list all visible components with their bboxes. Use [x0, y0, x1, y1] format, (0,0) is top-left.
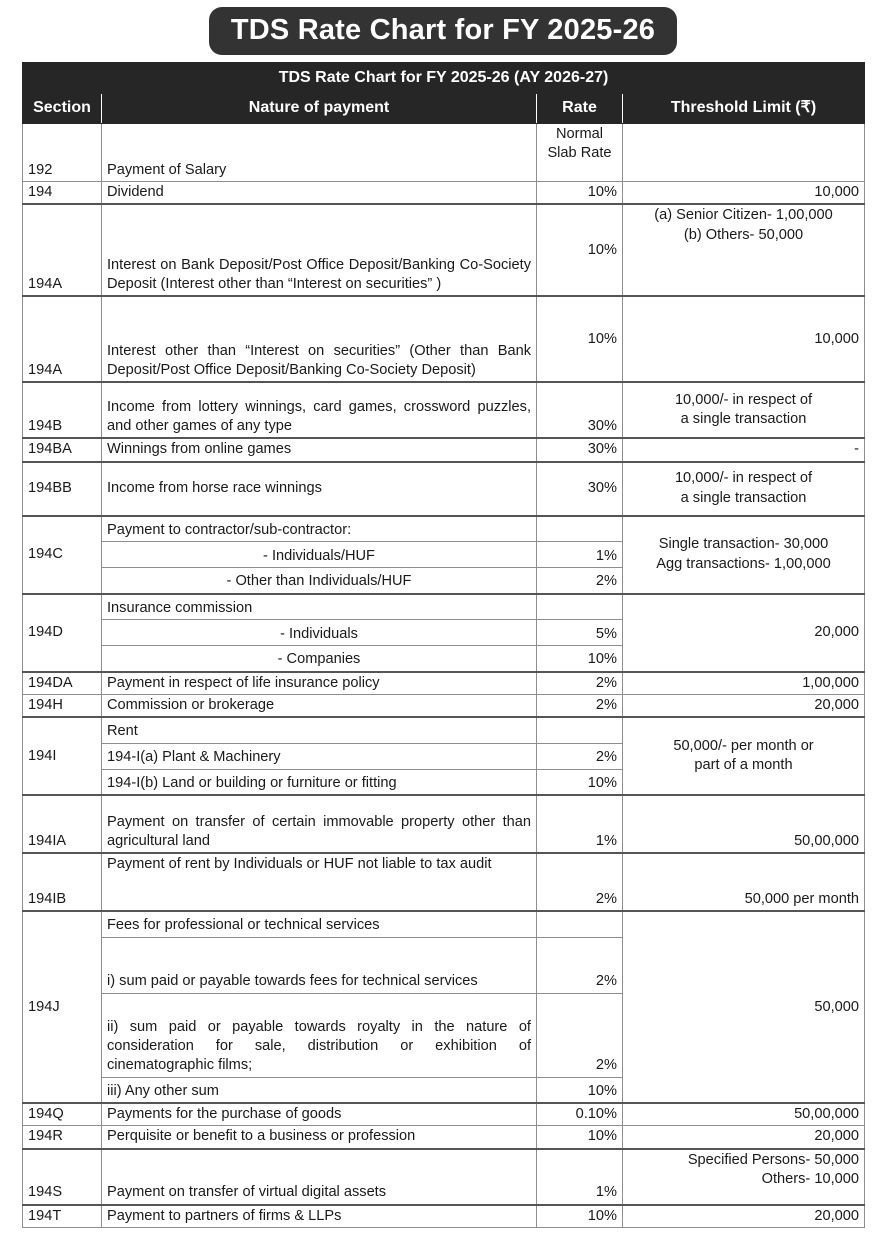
cell-section: 194I: [23, 717, 102, 795]
cell-threshold-line1: 10,000/- in respect of: [674, 470, 813, 487]
cell-section: 194: [23, 182, 102, 205]
cell-rate: 10%: [537, 1077, 623, 1103]
cell-nature: Interest other than “Interest on securities” (Other than Bank Deposit/Post Office Deposit/Banking Co-Society Deposit): [102, 296, 537, 382]
cell-rate: 10%: [537, 296, 623, 382]
page-title: TDS Rate Chart for FY 2025-26: [209, 7, 677, 55]
cell-rate: 2%: [537, 743, 623, 769]
cell-nature: - Individuals/HUF: [102, 542, 537, 568]
cell-threshold: 50,00,000: [623, 795, 865, 853]
table-header-row: [23, 94, 865, 124]
cell-rate: 1%: [537, 795, 623, 853]
cell-rate: [537, 594, 623, 620]
cell-nature: Dividend: [102, 182, 537, 205]
cell-nature: Payment of Salary: [102, 124, 537, 182]
cell-nature: Interest on Bank Deposit/Post Office Deposit/Banking Co-Society Deposit (Interest other than “Interest on securities” ): [102, 204, 537, 296]
cell-section: 194T: [23, 1205, 102, 1228]
table-row: [23, 853, 865, 911]
cell-nature: iii) Any other sum: [102, 1077, 537, 1103]
cell-rate: 2%: [537, 568, 623, 594]
cell-section: 194BB: [23, 462, 102, 516]
cell-nature: ii) sum paid or payable towards royalty in the nature of consideration for sale, distribution or exhibition of cinematographic films;: [102, 993, 537, 1077]
column-header-rate: Rate: [537, 94, 623, 124]
cell-threshold: [623, 717, 865, 795]
cell-nature: i) sum paid or payable towards fees for technical services: [102, 937, 537, 993]
table-row: [23, 594, 865, 620]
cell-threshold: [623, 516, 865, 594]
cell-threshold-line1: Single transaction- 30,000: [658, 536, 829, 553]
table-row: [23, 438, 865, 461]
cell-nature: Payment on transfer of virtual digital assets: [102, 1149, 537, 1205]
cell-threshold: [623, 1149, 865, 1205]
cell-section: 194H: [23, 694, 102, 717]
table-row: [23, 462, 865, 516]
table-row: [23, 911, 865, 937]
cell-rate: 2%: [537, 672, 623, 695]
cell-rate: [537, 516, 623, 542]
cell-section: 194IA: [23, 795, 102, 853]
cell-rate: 1%: [537, 1149, 623, 1205]
cell-section: 194A: [23, 296, 102, 382]
cell-nature: - Other than Individuals/HUF: [102, 568, 537, 594]
cell-nature: Income from lottery winnings, card games, crossword puzzles, and other games of any type: [102, 382, 537, 438]
cell-rate: 30%: [537, 462, 623, 516]
cell-nature: Payments for the purchase of goods: [102, 1103, 537, 1126]
cell-threshold: [623, 124, 865, 182]
table-container: [0, 62, 886, 1228]
cell-nature: 194-I(b) Land or building or furniture or fitting: [102, 769, 537, 795]
cell-threshold: 20,000: [623, 594, 865, 672]
cell-threshold: 20,000: [623, 1205, 865, 1228]
table-row: [23, 1103, 865, 1126]
cell-threshold-line2: part of a month: [694, 757, 793, 774]
cell-section: 194A: [23, 204, 102, 296]
table-row: [23, 204, 865, 296]
column-header-nature: Nature of payment: [102, 94, 537, 124]
cell-nature: Perquisite or benefit to a business or profession: [102, 1126, 537, 1149]
cell-threshold: [623, 382, 865, 438]
cell-nature: Insurance commission: [102, 594, 537, 620]
cell-threshold-line1: Specified Persons- 50,000: [687, 1151, 859, 1168]
cell-threshold-line2: Agg transactions- 1,00,000: [656, 555, 831, 572]
table-row: [23, 1205, 865, 1228]
cell-rate: 5%: [537, 620, 623, 646]
tds-rate-table: [22, 62, 865, 1228]
cell-threshold-line2: a single transaction: [680, 411, 807, 428]
cell-threshold-line2: a single transaction: [680, 489, 807, 506]
cell-nature: 194-I(a) Plant & Machinery: [102, 743, 537, 769]
cell-threshold: -: [623, 438, 865, 461]
table-banner-row: [23, 63, 865, 94]
cell-rate: 0.10%: [537, 1103, 623, 1126]
cell-nature: - Individuals: [102, 620, 537, 646]
table-row: [23, 672, 865, 695]
cell-rate: 2%: [537, 853, 623, 911]
cell-threshold: 1,00,000: [623, 672, 865, 695]
cell-section: 194B: [23, 382, 102, 438]
cell-rate-line2: Slab Rate: [547, 145, 612, 162]
cell-rate: [537, 911, 623, 937]
cell-nature: Commission or brokerage: [102, 694, 537, 717]
table-row: [23, 296, 865, 382]
cell-rate: 10%: [537, 1205, 623, 1228]
cell-threshold-line1: (a) Senior Citizen- 1,00,000: [654, 207, 833, 224]
cell-section: 194S: [23, 1149, 102, 1205]
cell-nature: Payment to contractor/sub-contractor:: [102, 516, 537, 542]
table-body: [23, 124, 865, 1228]
cell-threshold-line1: 10,000/- in respect of: [674, 392, 813, 409]
cell-nature: Payment in respect of life insurance policy: [102, 672, 537, 695]
column-header-section: Section: [23, 94, 102, 124]
table-head: [23, 63, 865, 124]
cell-nature: Income from horse race winnings: [102, 462, 537, 516]
cell-rate-line1: Normal: [555, 126, 604, 143]
cell-threshold: [623, 462, 865, 516]
cell-rate: 30%: [537, 438, 623, 461]
cell-nature: Payment on transfer of certain immovable property other than agricultural land: [102, 795, 537, 853]
table-row: [23, 717, 865, 743]
cell-threshold-line2: (b) Others- 50,000: [683, 226, 804, 243]
cell-rate: 10%: [537, 182, 623, 205]
cell-threshold: 10,000: [623, 296, 865, 382]
cell-nature: - Companies: [102, 646, 537, 672]
cell-nature: Payment to partners of firms & LLPs: [102, 1205, 537, 1228]
table-banner: TDS Rate Chart for FY 2025-26 (AY 2026-27): [23, 63, 865, 94]
cell-rate: 10%: [537, 1126, 623, 1149]
cell-rate: [537, 717, 623, 743]
cell-threshold: 50,00,000: [623, 1103, 865, 1126]
cell-rate: 10%: [537, 769, 623, 795]
cell-section: 194Q: [23, 1103, 102, 1126]
cell-rate: 30%: [537, 382, 623, 438]
cell-section: 194D: [23, 594, 102, 672]
cell-rate: 2%: [537, 937, 623, 993]
cell-threshold: 50,000: [623, 911, 865, 1103]
table-row: [23, 795, 865, 853]
table-row: [23, 694, 865, 717]
cell-nature: Payment of rent by Individuals or HUF not liable to tax audit: [102, 853, 537, 911]
cell-nature: Rent: [102, 717, 537, 743]
cell-section: 194J: [23, 911, 102, 1103]
table-row: [23, 182, 865, 205]
cell-threshold-line2: Others- 10,000: [761, 1170, 859, 1187]
title-area: [0, 0, 886, 62]
cell-threshold: 50,000 per month: [623, 853, 865, 911]
cell-nature: Fees for professional or technical services: [102, 911, 537, 937]
cell-threshold: 10,000: [623, 182, 865, 205]
cell-rate: 10%: [537, 204, 623, 296]
table-row: [23, 382, 865, 438]
cell-section: 194C: [23, 516, 102, 594]
cell-rate: 1%: [537, 542, 623, 568]
cell-nature: Winnings from online games: [102, 438, 537, 461]
cell-threshold: [623, 204, 865, 296]
cell-rate: 10%: [537, 646, 623, 672]
cell-rate: 2%: [537, 993, 623, 1077]
cell-rate: [537, 124, 623, 182]
table-row: [23, 1149, 865, 1205]
cell-section: 194R: [23, 1126, 102, 1149]
cell-rate: 2%: [537, 694, 623, 717]
table-row: [23, 1126, 865, 1149]
table-row: [23, 124, 865, 182]
column-header-threshold: Threshold Limit (₹): [623, 94, 865, 124]
cell-section: 194BA: [23, 438, 102, 461]
cell-section: 194DA: [23, 672, 102, 695]
cell-section: 194IB: [23, 853, 102, 911]
cell-section: 192: [23, 124, 102, 182]
cell-threshold: 20,000: [623, 1126, 865, 1149]
cell-threshold-line1: 50,000/- per month or: [673, 737, 814, 754]
table-row: [23, 516, 865, 542]
cell-threshold: 20,000: [623, 694, 865, 717]
